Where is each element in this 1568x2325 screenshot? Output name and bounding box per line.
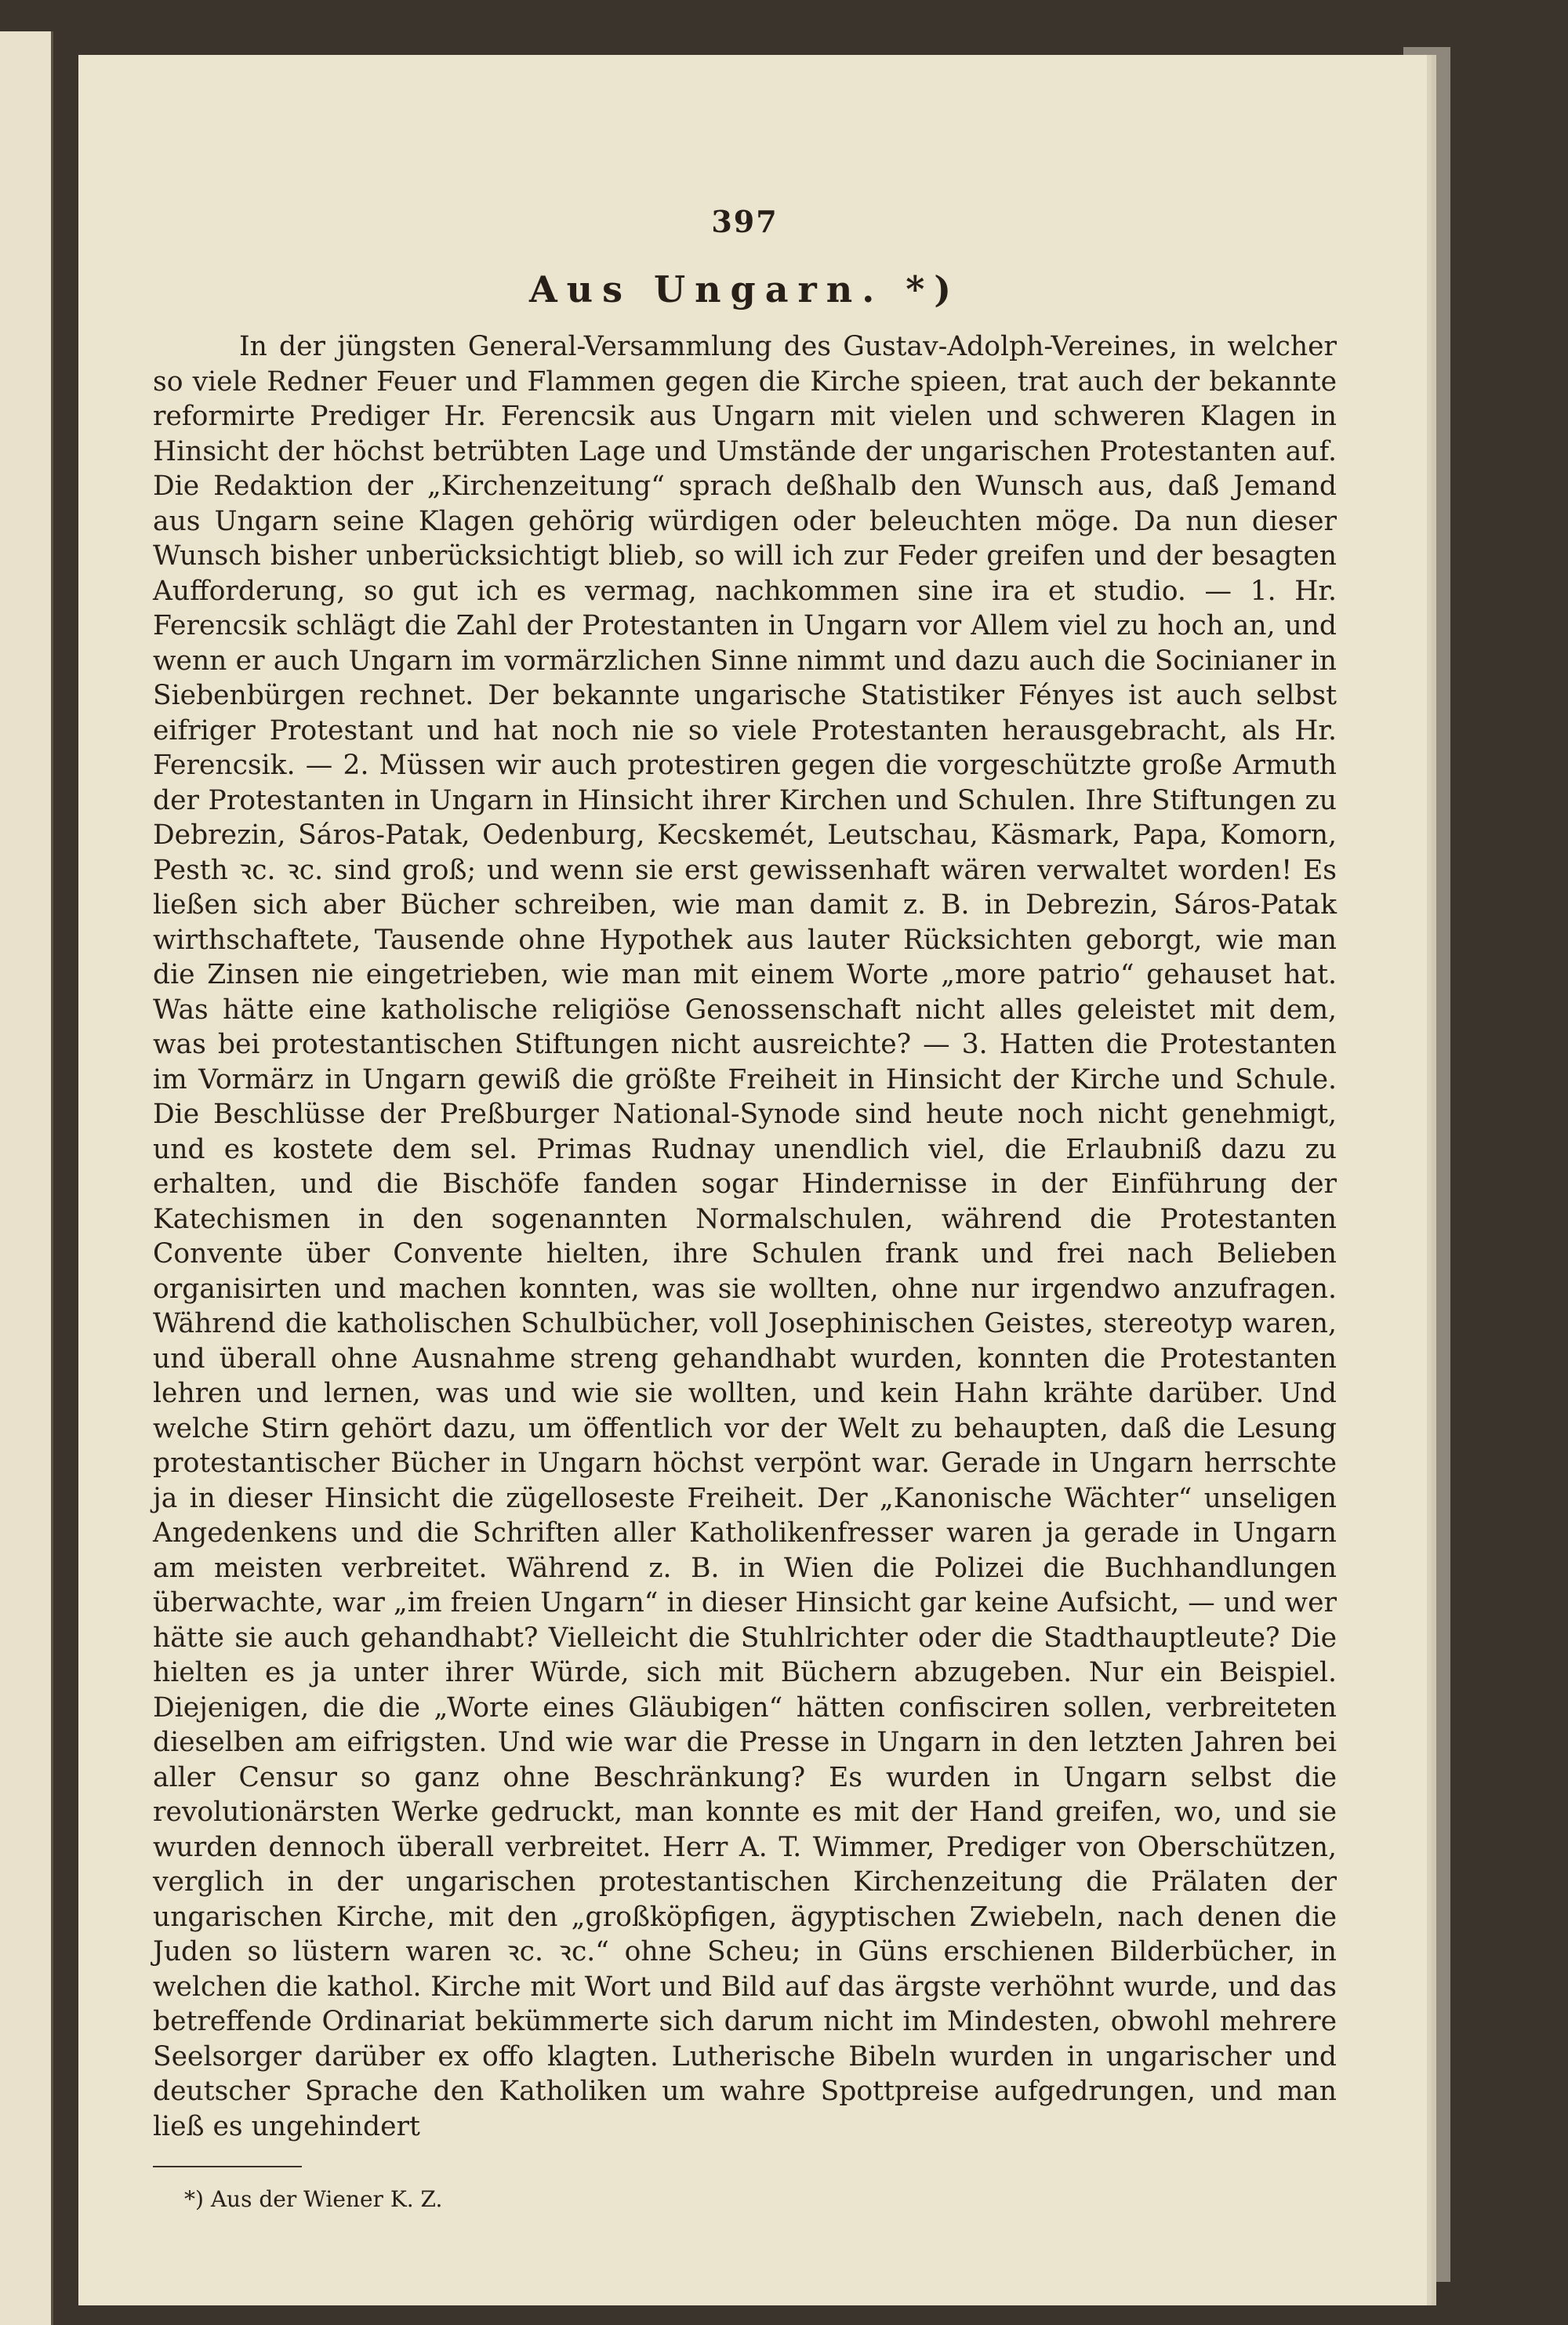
footnote-divider — [153, 2166, 302, 2167]
article-body: In der jüngsten General-Versammlung des Gustav-Adolph-Vereines, in welcher so viele Redner Feuer und Flammen gegen die Kirche spieen, trat auch der bekannte reformirte Prediger Hr. Ferencsik aus Ungarn mit vielen und schweren Klagen in Hinsicht der höchst betrübten Lage und Umstände der ungarischen Protestanten auf. Die Redaktion der „Kirchenzeitung“ sprach deßhalb den Wunsch aus, daß Jemand aus Ungarn seine Klagen gehörig würdigen oder beleuchten möge. Da nun dieser Wunsch bisher unberücksichtigt blieb, so will ich zur Feder greifen und der besagten Aufforderung, so gut ich es vermag, nachkommen sine ira et studio. — 1. Hr. Ferencsik schlägt die Zahl der Protestanten in Ungarn vor Allem viel zu hoch an, und wenn er auch Ungarn im vormärzlichen Sinne nimmt und dazu auch die Socinianer in Siebenbürgen rechnet. Der bekannte ungarische Statistiker Fényes ist auch selbst eifriger Protestant und hat noch nie so viele Protestanten herausgebracht, als Hr. Ferencsik. — 2. Müssen wir auch protestiren gegen die vorgeschützte große Armuth der Protestanten in Ungarn in Hinsicht ihrer Kirchen und Schulen. Ihre Stiftungen zu Debrezin, Sáros-Patak, Oedenburg, Kecskemét, Leutschau, Käsmark, Papa, Komorn, Pesth ꝛc. ꝛc. sind groß; und wenn sie erst gewissenhaft wären verwaltet worden! Es ließen sich aber Bücher schreiben, wie man damit z. B. in Debrezin, Sáros-Patak wirthschaftete, Tausende ohne Hypothek aus lauter Rücksichten geborgt, wie man die Zinsen nie eingetrieben, wie man mit einem Worte „more patrio“ gehauset hat. Was hätte eine katholische religiöse Genossenschaft nicht alles geleistet mit dem, was bei protestantischen Stiftungen nicht ausreichte? — 3. Hatten die Protestanten im Vormärz in Ungarn gewiß die größte Freiheit in Hinsicht der Kirche und Schule. Die Beschlüsse der Preßburger National-Synode sind heute noch nicht genehmigt, und es kostete dem sel. Primas Rudnay unendlich viel, die Erlaubniß dazu zu erhalten, und die Bischöfe fanden sogar Hindernisse in der Einführung der Katechismen in den sogenannten Normalschulen, während die Protestanten Convente über Convente hielten, ihre Schulen frank und frei nach Belieben organisirten und machen konnten, was sie wollten, ohne nur irgendwo anzufragen. Während die katholischen Schulbücher, voll Josephinischen Geistes, stereotyp waren, und überall ohne Ausnahme streng gehandhabt wurden, konnten die Protestanten lehren und lernen, was und wie sie wollten, und kein Hahn krähte darüber. Und welche Stirn gehört dazu, um öffentlich vor der Welt zu behaupten, daß die Lesung protestantischer Bücher in Ungarn höchst verpönt war. Gerade in Ungarn herrschte ja in dieser Hinsicht die zügelloseste Freiheit. Der „Kanonische Wächter“ unseligen Angedenkens und die Schriften aller Katholikenfresser waren ja gerade in Ungarn am meisten verbreitet. Während z. B. in Wien die Polizei die Buchhandlungen überwachte, war „im freien Ungarn“ in dieser Hinsicht gar keine Aufsicht, — und wer hätte sie auch gehandhabt? Vielleicht die Stuhlrichter oder die Stadthauptleute? Die hielten es ja unter ihrer Würde, sich mit Büchern abzugeben. Nur ein Beispiel. Diejenigen, die die „Worte eines Gläubigen“ hätten confisciren sollen, verbreiteten dieselben am eifrigsten. Und wie war die Presse in Ungarn in den letzten Jahren bei aller Censur so ganz ohne Beschränkung? Es wurden in Ungarn selbst die revolutionärsten Werke gedruckt, man konnte es mit der Hand greifen, wo, und sie wurden dennoch überall verbreitet. Herr A. T. Wimmer, Prediger von Oberschützen, verglich in der ungarischen protestantischen Kirchenzeitung die Prälaten der ungarischen Kirche, mit den „großköpfigen, ägyptischen Zwiebeln, nach denen die Juden so lüstern waren ꝛc. ꝛc.“ ohne Scheu; in Güns erschienen Bilderbücher, in welchen die kathol. Kirche mit Wort und Bild auf das ärgste verhöhnt wurde, und das betreffende Ordinariat bekümmerte sich darum nicht im Mindesten, obwohl mehrere Seelsorger darüber ex offo klagten. Lutherische Bibeln wurden in ungarischer und deutscher Sprache den Katholiken um wahre Spottpreise aufgedrungen, und man ließ es ungehindert — [153, 331, 1337, 2142]
document-page — [78, 55, 1427, 2305]
article-heading: Aus Ungarn. *) — [528, 268, 961, 311]
text-block — [153, 204, 1337, 2213]
page-number: 397 — [711, 204, 779, 239]
previous-page-edge — [0, 31, 53, 2325]
footnote: *) Aus der Wiener K. Z. — [184, 2186, 443, 2212]
